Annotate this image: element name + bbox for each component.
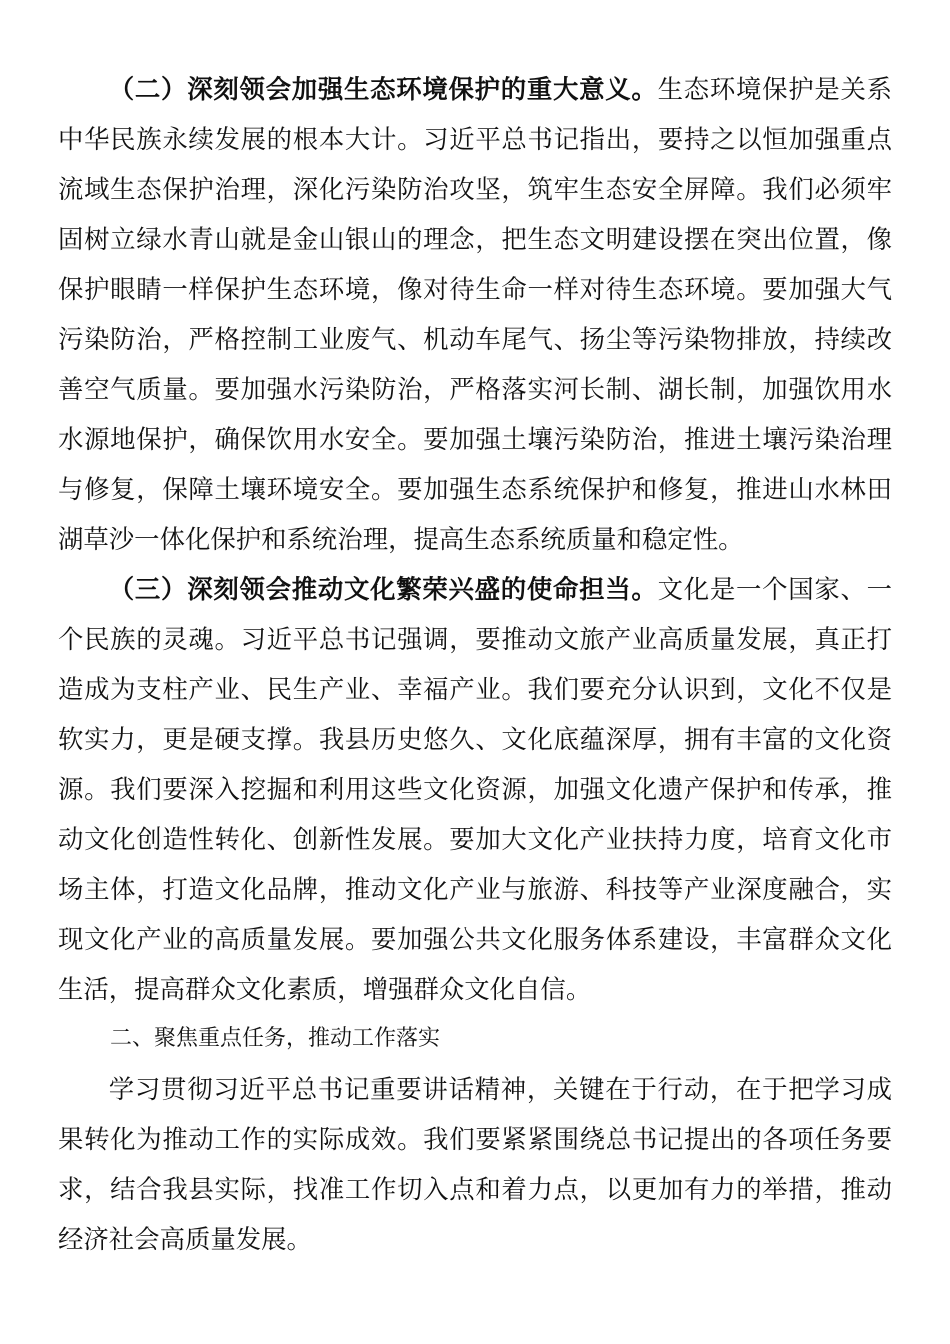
paragraph-culture (58, 564, 892, 1014)
paragraph-ecology (58, 64, 892, 564)
closing-paragraph: 学习贯彻习近平总书记重要讲话精神，关键在于行动，在于把学习成果转化为推动工作的实际成效。我们要紧紧围绕总书记提出的各项任务要求，结合我县实际，找准工作切入点和着力点，以更加有力的举措，推动经济社会高质量发展。 (58, 1074, 892, 1254)
section-heading: 二、聚焦重点任务，推动工作落实 (110, 1026, 441, 1051)
paragraph-culture-lead: （三）深刻领会推动文化繁荣兴盛的使命担当。 (108, 574, 658, 604)
paragraph-culture-body: 文化是一个国家、一个民族的灵魂。习近平总书记强调，要推动文旅产业高质量发展，真正打造成为支柱产业、民生产业、幸福产业。我们要充分认识到，文化不仅是软实力，更是硬支撑。我县历史悠久、文化底蕴深厚，拥有丰富的文化资源。我们要深入挖掘和利用这些文化资源，加强文化遗产保护和传承，推动文化创造性转化、创新性发展。要加大文化产业扶持力度，培育文化市场主体，打造文化品牌，推动文化产业与旅游、科技等产业深度融合，实现文化产业的高质量发展。要加强公共文化服务体系建设，丰富群众文化生活，提高群众文化素质，增强群众文化自信。 (58, 574, 893, 1004)
paragraph-ecology-body: 生态环境保护是关系中华民族永续发展的根本大计。习近平总书记指出，要持之以恒加强重点流域生态保护治理，深化污染防治攻坚，筑牢生态安全屏障。我们必须牢固树立绿水青山就是金山银山的理念，把生态文明建设摆在突出位置，像保护眼睛一样保护生态环境，像对待生命一样对待生态环境。要加强大气污染防治，严格控制工业废气、机动车尾气、扬尘等污染物排放，持续改善空气质量。要加强水污染防治，严格落实河长制、湖长制，加强饮用水水源地保护，确保饮用水安全。要加强土壤污染防治，推进土壤污染治理与修复，保障土壤环境安全。要加强生态系统保护和修复，推进山水林田湖草沙一体化保护和系统治理，提高生态系统质量和稳定性。 (58, 74, 893, 554)
paragraph-ecology-lead: （二）深刻领会加强生态环境保护的重大意义。 (108, 74, 658, 104)
